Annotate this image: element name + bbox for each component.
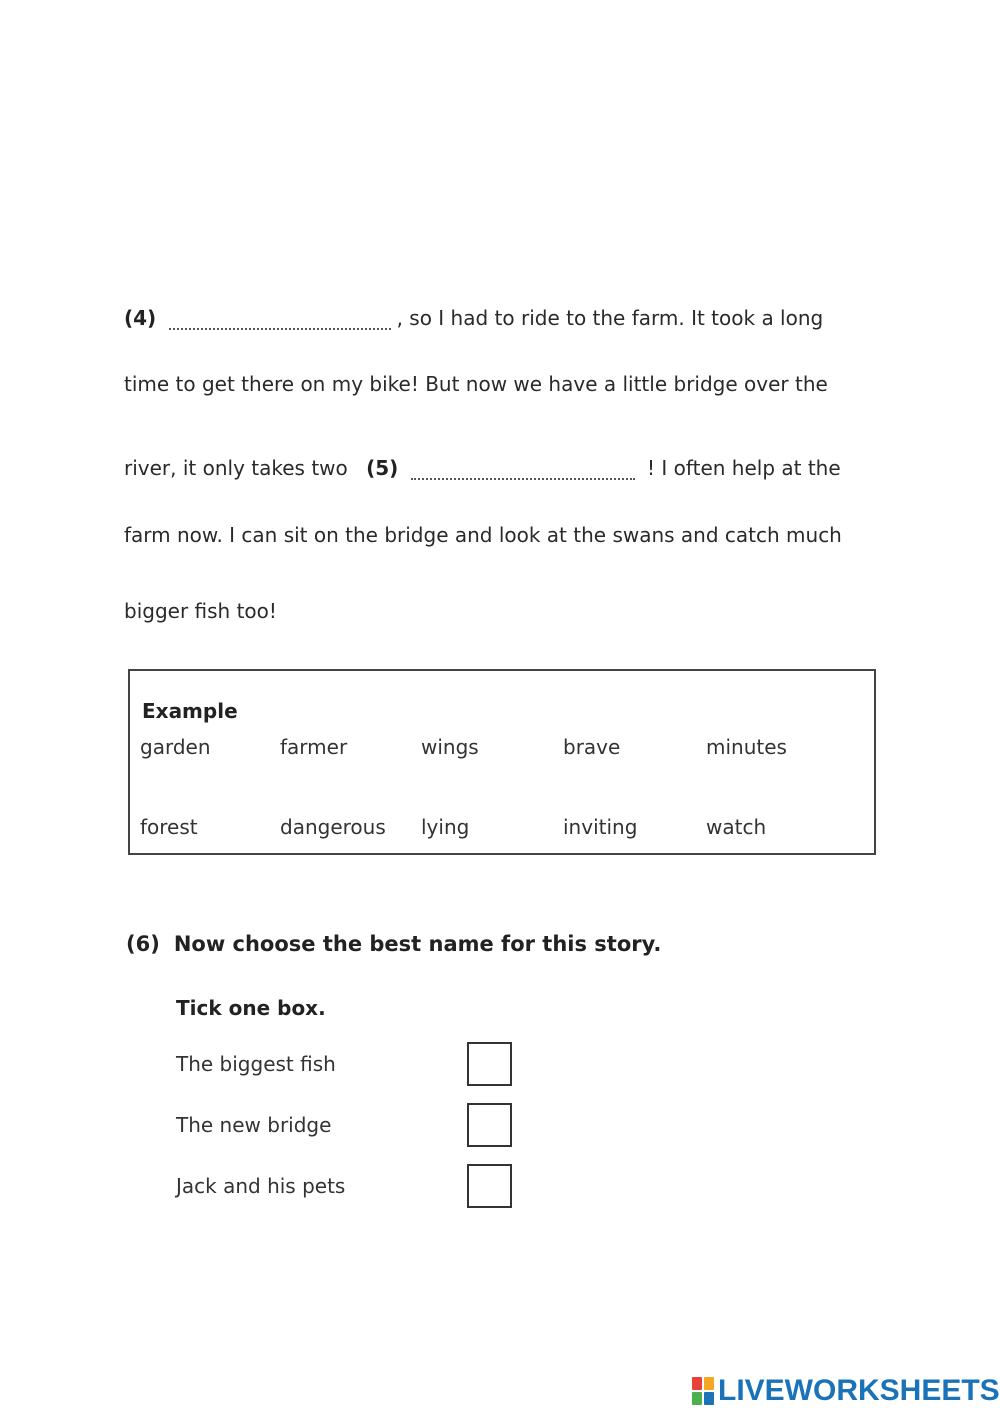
liveworksheets-logo xyxy=(692,1373,1000,1409)
question-number: (6) xyxy=(126,932,160,956)
blank-number-4: (4) xyxy=(124,306,157,330)
word-bank-word: inviting xyxy=(563,815,638,839)
story-line-5 xyxy=(124,599,277,623)
word-bank-label: Example xyxy=(142,699,238,723)
word-bank-word: watch xyxy=(706,815,767,839)
option-label-jack-pets: Jack and his pets xyxy=(176,1174,346,1198)
story-line-4 xyxy=(124,523,842,547)
story-comma: , xyxy=(396,306,403,330)
word-bank-word: wings xyxy=(421,735,479,759)
story-text: ! I often help at the xyxy=(647,456,841,480)
question-6 xyxy=(126,932,661,956)
tick-box-jack-pets[interactable] xyxy=(467,1164,512,1208)
liveworksheets-logo-icon xyxy=(692,1377,714,1405)
word-bank-word: garden xyxy=(140,735,211,759)
tick-box-biggest-fish[interactable] xyxy=(467,1042,512,1086)
logo-square xyxy=(692,1392,702,1405)
story-text: river, it only takes two xyxy=(124,456,348,480)
option-label-new-bridge: The new bridge xyxy=(176,1113,332,1137)
logo-text: LIVEWORKSHEETS xyxy=(718,1374,1000,1407)
story-line-2 xyxy=(124,372,828,396)
logo-square xyxy=(704,1377,714,1390)
option-label-biggest-fish: The biggest fish xyxy=(176,1052,336,1076)
question-text: Now choose the best name for this story. xyxy=(173,932,662,956)
word-bank-word: dangerous xyxy=(280,815,386,839)
logo-square xyxy=(692,1377,702,1390)
word-bank-word: minutes xyxy=(706,735,787,759)
word-bank-word: lying xyxy=(421,815,470,839)
answer-blank-5[interactable] xyxy=(411,448,635,480)
tick-box-new-bridge[interactable] xyxy=(467,1103,512,1147)
word-bank-word: farmer xyxy=(280,735,348,759)
story-text: so I had to ride to the farm. It took a long xyxy=(409,306,824,330)
story-line-1 xyxy=(124,298,823,330)
answer-blank-4[interactable] xyxy=(169,298,391,330)
word-bank-box xyxy=(128,669,876,855)
word-bank-word: forest xyxy=(140,815,198,839)
tick-instruction: Tick one box. xyxy=(176,996,326,1020)
story-text: bigger fish too! xyxy=(124,599,277,623)
blank-number-5: (5) xyxy=(366,456,399,480)
story-line-3 xyxy=(124,448,841,480)
story-text: time to get there on my bike! But now we have a little bridge over the xyxy=(124,372,828,396)
story-text: farm now. I can sit on the bridge and look at the swans and catch much xyxy=(124,523,842,547)
logo-square xyxy=(704,1392,714,1405)
word-bank-word: brave xyxy=(563,735,621,759)
